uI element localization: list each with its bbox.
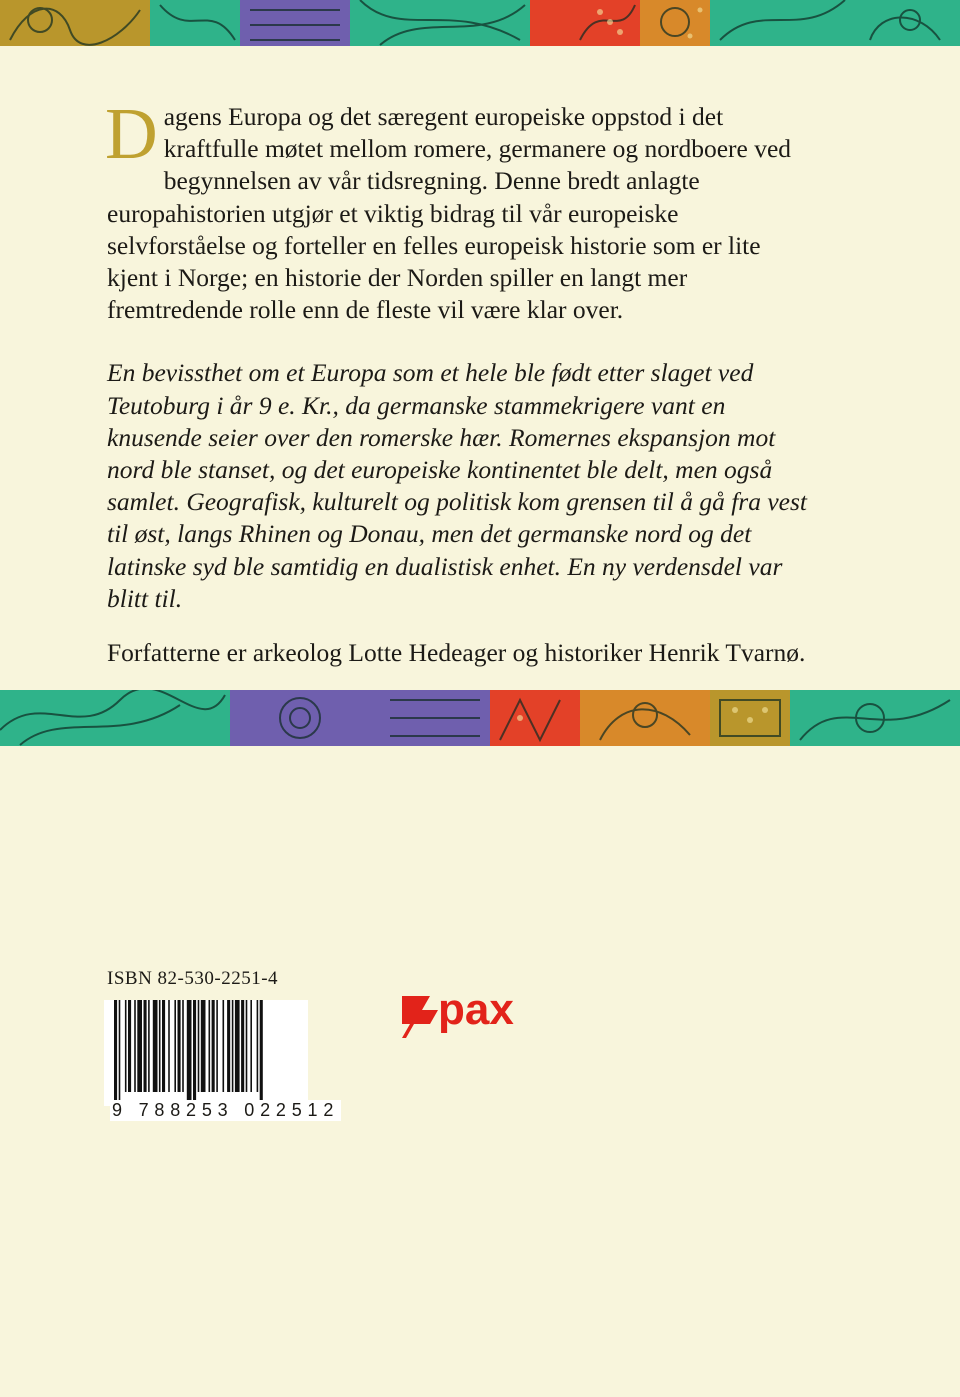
barcode-bars <box>104 1000 308 1100</box>
italic-quote-paragraph: En bevissthet om et Europa som et hele ble født etter slaget ved Teutoburg i år 9 e. Kr., da germanske stammekrigere vant en knusende seier over den romerske hær. Romernes ekspansjon mot nord ble stanset, og det europeiske kontinentet ble delt, men også samlet. Geografisk, kulturelt og politisk kom grensen til å gå fra vest til øst, langs Rhinen og Donau, men det germanske nord og det latinske syd ble samtidig en dualistisk enhet. En ny verdensdel var blitt til. <box>107 358 807 613</box>
decorative-pattern-band-top <box>0 0 960 46</box>
intro-text: agens Europa og det særegent europeiske oppstod i det kraftfulle møtet mellom romere, germanere og nordboere ved begynnelsen av vår tidsregning. Denne bredt anlagte europahistorien utgjør et viktig bidrag til vår europeiske selvforståelse og forteller en felles europeisk historie som er lite kjent i Norge; en historie der Norden spiller en langt mer fremtredende rolle enn de fleste vil være klar over. <box>107 102 792 325</box>
authors-paragraph: Forfatterne er arkeolog Lotte Hedeager og historiker Henrik Tvarnø. <box>107 638 806 668</box>
intro-paragraph <box>105 93 807 326</box>
isbn-label: ISBN 82-530-2251-4 <box>107 968 279 989</box>
barcode-number: 9 788253 022512 <box>112 1100 340 1120</box>
back-cover-blurb <box>105 93 807 669</box>
publisher-logo-text: pax <box>438 986 514 1034</box>
drop-cap-letter: D <box>105 93 158 174</box>
decorative-pattern-band-middle <box>0 690 960 746</box>
barcode <box>104 1000 308 1106</box>
publisher-logo <box>400 986 550 1051</box>
